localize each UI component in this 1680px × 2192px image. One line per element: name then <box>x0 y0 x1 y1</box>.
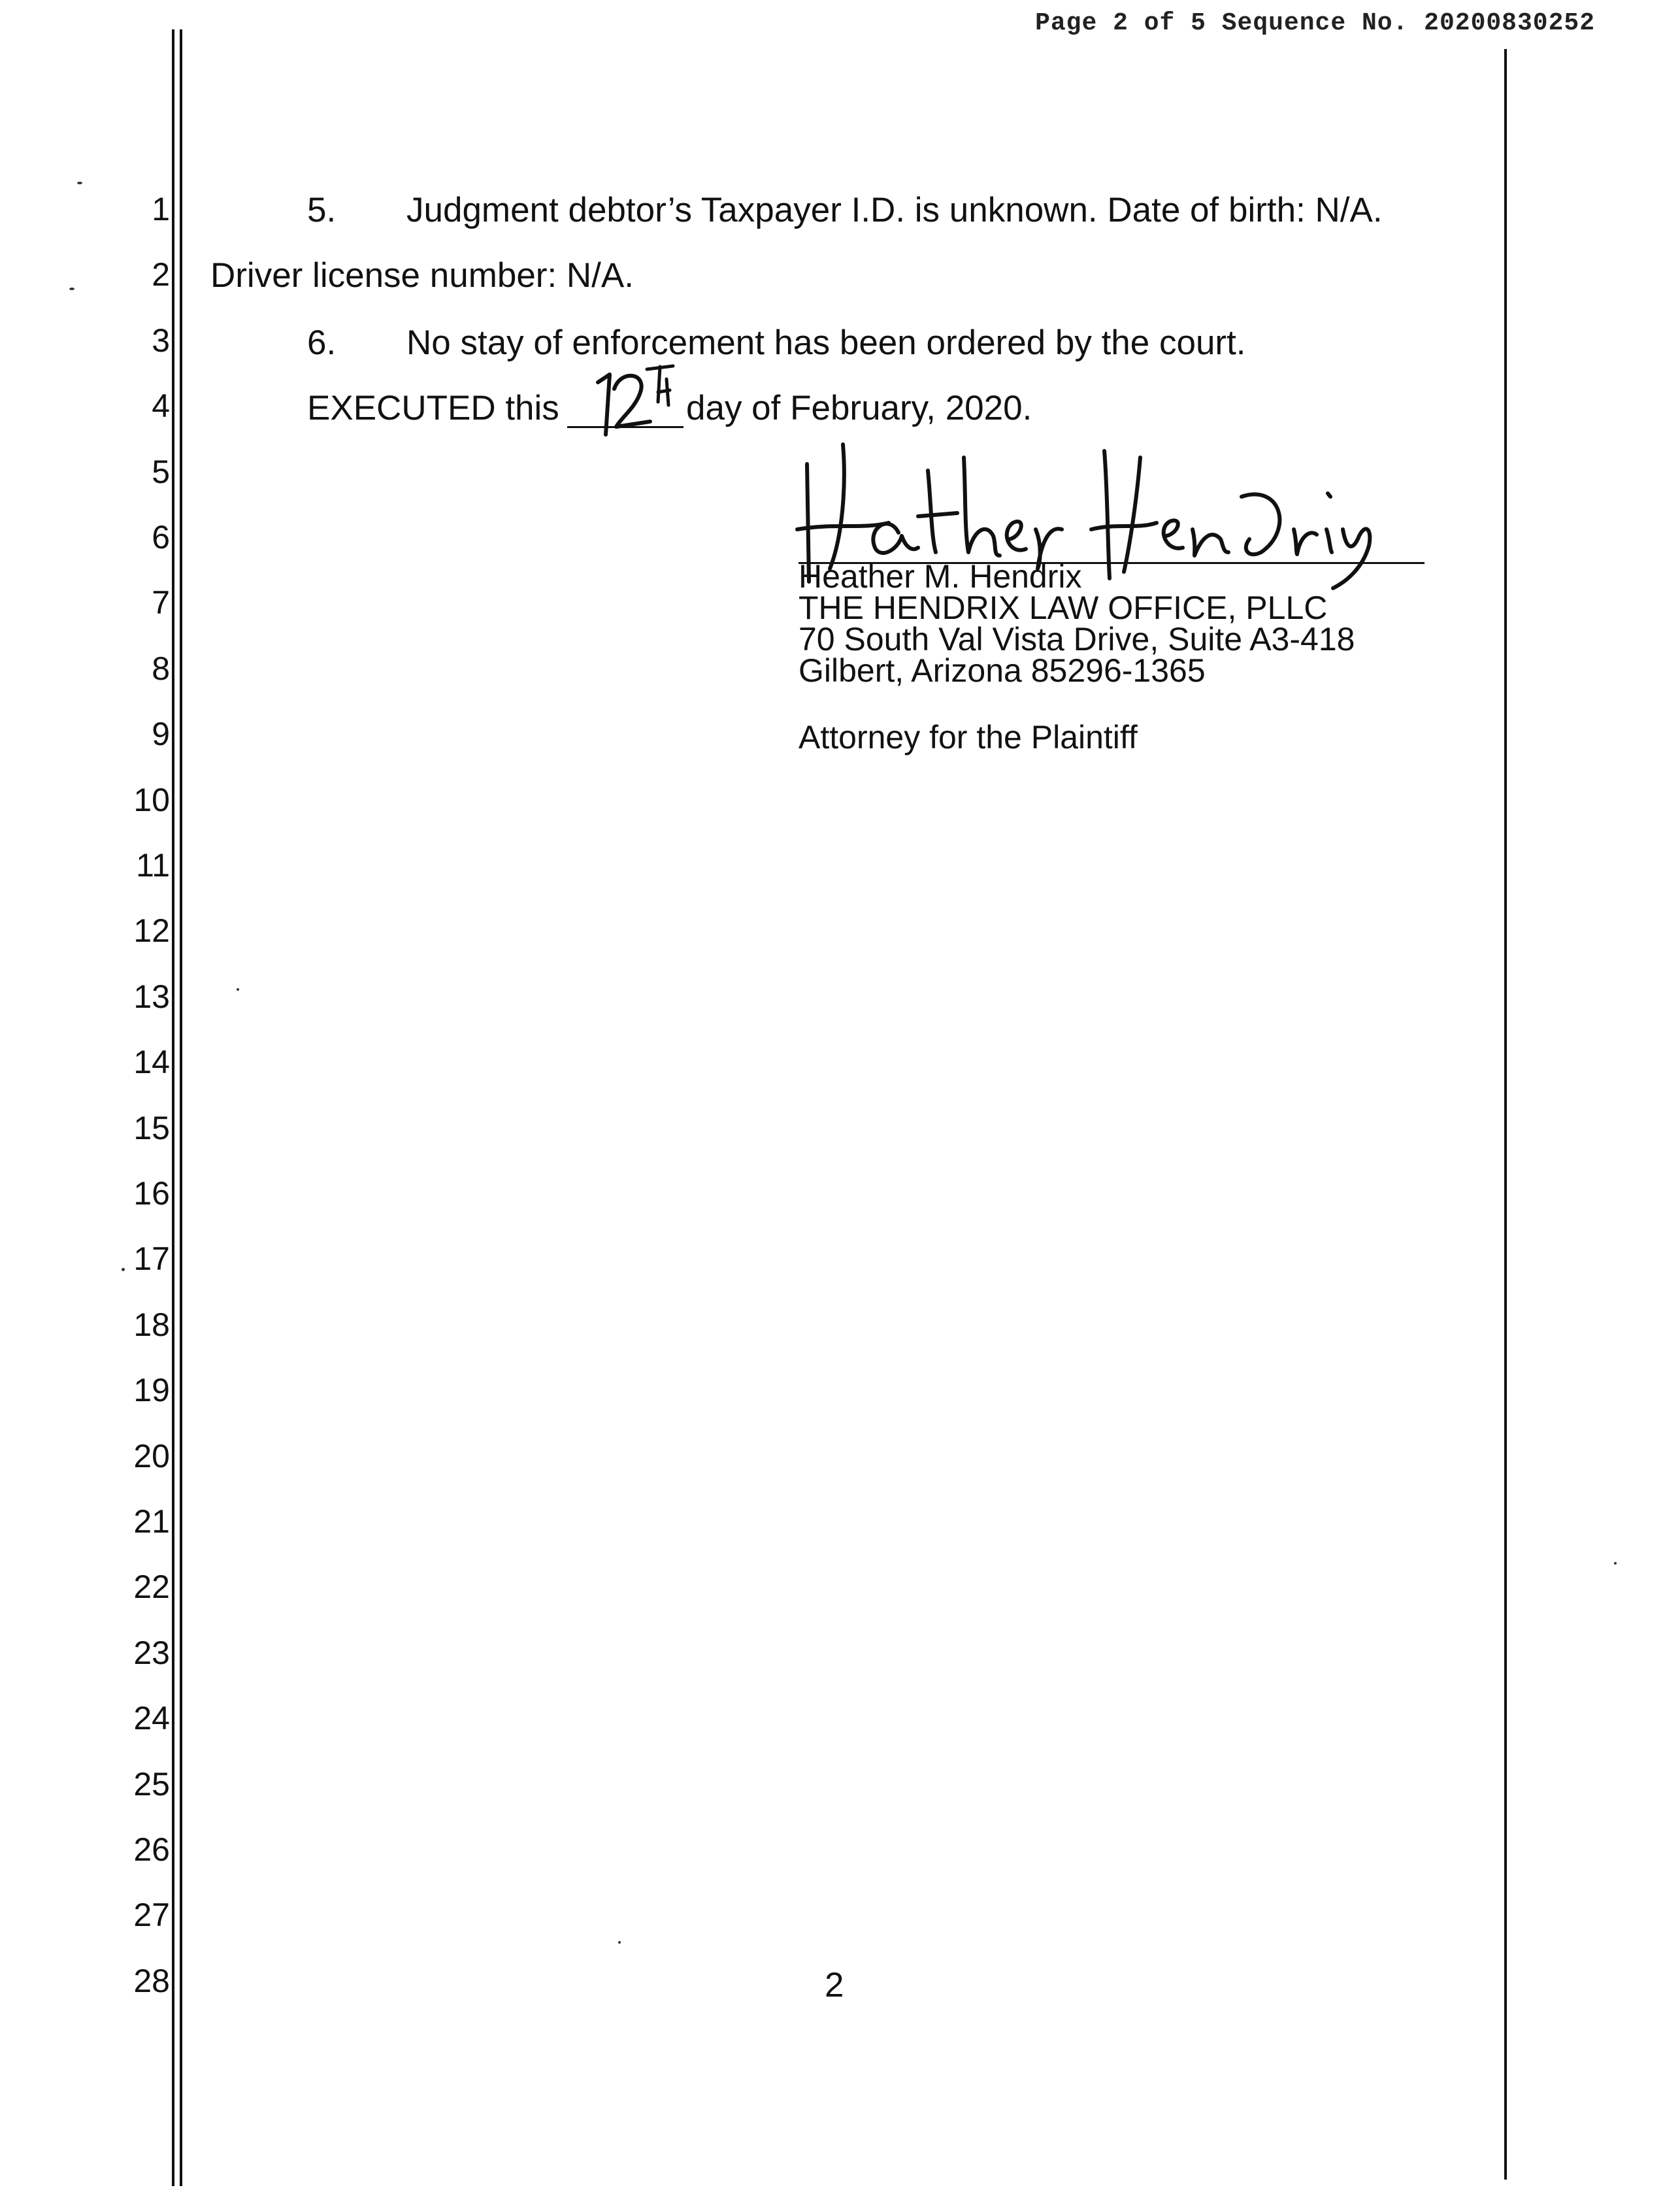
paragraph-text: No stay of enforcement has been ordered by the court. <box>406 324 1246 362</box>
line-number: 11 <box>136 847 170 884</box>
scan-speck <box>1614 1562 1617 1565</box>
address-line-1: 70 South Val Vista Drive, Suite A3-418 <box>799 621 1355 657</box>
paragraph-5-continuation: Driver license number: N/A. <box>210 256 634 295</box>
executed-line <box>307 389 559 428</box>
left-margin-rule <box>172 29 174 2186</box>
scan-speck <box>77 182 82 184</box>
scan-speck <box>69 288 74 290</box>
left-margin-rule-inner <box>180 29 182 2186</box>
paragraph-number: 6. <box>307 324 337 362</box>
line-number: 27 <box>133 1897 170 1934</box>
line-number: 6 <box>152 519 170 556</box>
scan-speck <box>122 1268 125 1271</box>
line-number: 1 <box>152 191 170 227</box>
signature-block <box>799 558 1355 689</box>
attorney-name: Heather M. Hendrix <box>799 558 1082 595</box>
page-number: 2 <box>825 1966 844 2004</box>
line-number: 26 <box>133 1831 170 1868</box>
line-number: 5 <box>152 453 170 490</box>
line-number: 17 <box>133 1240 170 1278</box>
line-number: 14 <box>133 1044 170 1081</box>
line-number: 10 <box>133 781 170 818</box>
line-number: 4 <box>152 388 170 425</box>
line-number: 2 <box>152 256 170 293</box>
line-number: 12 <box>133 912 170 950</box>
scan-speck <box>237 988 239 991</box>
line-number: 18 <box>133 1306 170 1343</box>
line-number: 16 <box>133 1175 170 1212</box>
line-number: 19 <box>133 1372 170 1409</box>
scan-speck <box>618 1941 621 1944</box>
line-number: 25 <box>133 1765 170 1802</box>
line-number: 3 <box>152 322 170 359</box>
firm-name: THE HENDRIX LAW OFFICE, PLLC <box>799 590 1328 626</box>
line-number: 7 <box>152 584 170 622</box>
right-margin-rule <box>1504 49 1507 2180</box>
line-number: 15 <box>133 1109 170 1146</box>
line-number: 20 <box>133 1437 170 1474</box>
executed-prefix: EXECUTED this <box>307 389 559 427</box>
line-number: 22 <box>133 1569 170 1606</box>
attorney-role: Attorney for the Plaintiff <box>799 719 1138 756</box>
line-number: 13 <box>133 978 170 1015</box>
paragraph-number: 5. <box>307 191 337 229</box>
line-number: 9 <box>152 716 170 753</box>
line-number: 23 <box>133 1634 170 1671</box>
line-number: 28 <box>133 1962 170 1999</box>
paragraph-6 <box>307 324 1246 363</box>
handwritten-day-12th <box>585 356 683 441</box>
executed-suffix: day of February, 2020. <box>686 389 1032 427</box>
page-sequence-stamp: Page 2 of 5 Sequence No. 20200830252 <box>1035 9 1595 37</box>
paragraph-5 <box>307 191 1383 230</box>
address-line-2: Gilbert, Arizona 85296-1365 <box>799 652 1206 689</box>
paragraph-text: Judgment debtor’s Taxpayer I.D. is unknown. Date of birth: N/A. <box>406 191 1383 229</box>
line-number: 8 <box>152 650 170 687</box>
line-number: 21 <box>133 1503 170 1540</box>
line-number: 24 <box>133 1700 170 1737</box>
